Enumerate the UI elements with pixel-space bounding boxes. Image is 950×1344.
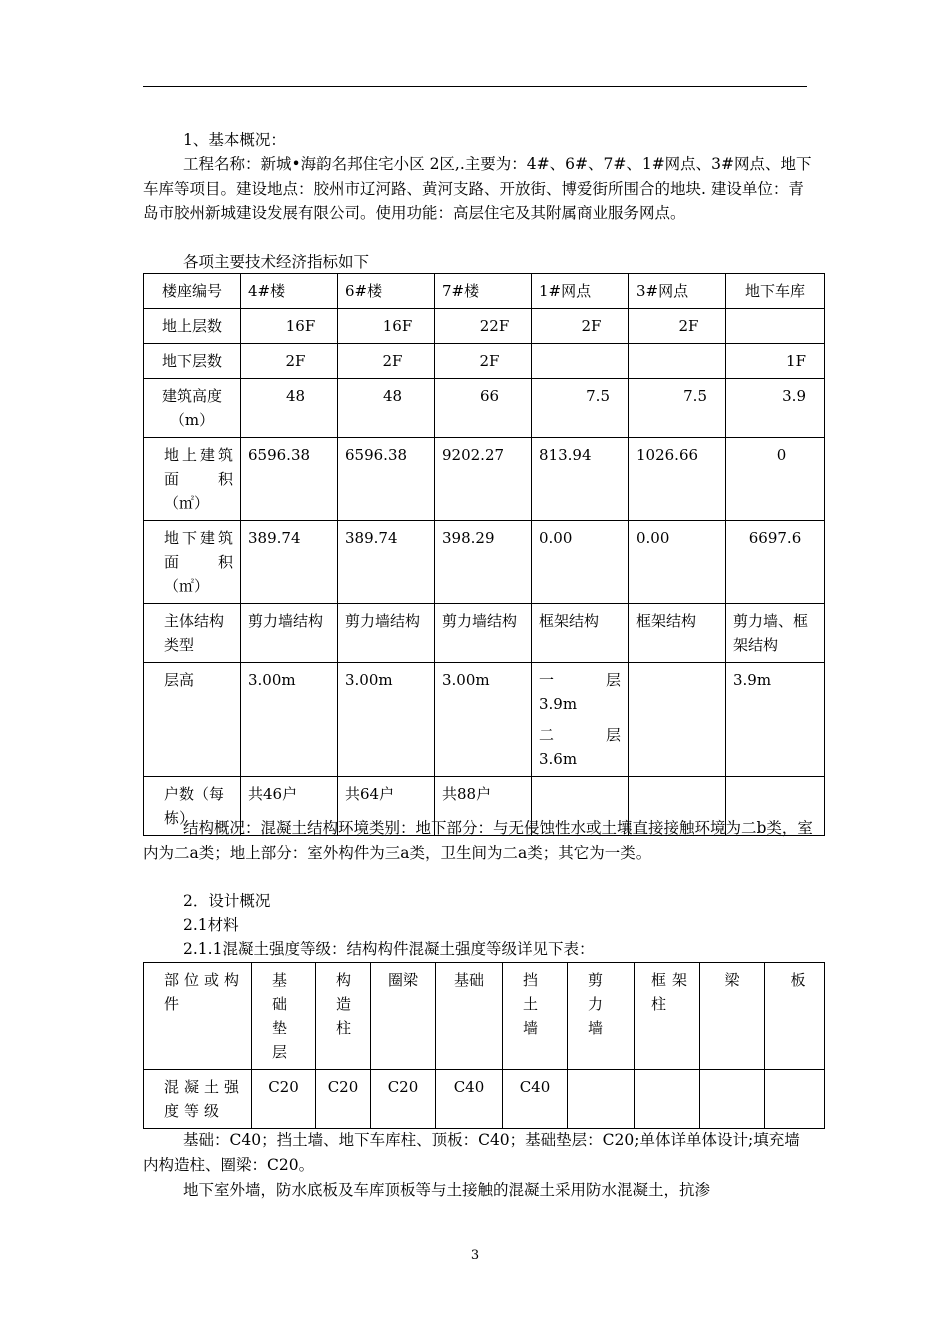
table-cell: 2F xyxy=(338,344,435,379)
section-1-heading: 1、基本概况： xyxy=(183,131,286,149)
table-cell: 22F xyxy=(435,309,532,344)
header-cell: 楼座编号 xyxy=(144,274,241,309)
table-cell: 7.5 xyxy=(532,379,629,438)
header-cell: 6#楼 xyxy=(338,274,435,309)
table-cell: C40 xyxy=(436,1070,503,1129)
header-cell: 框架柱 xyxy=(635,963,700,1070)
table-cell xyxy=(765,1070,825,1129)
table-cell: 3.00m xyxy=(338,663,435,777)
floor-one-label: 一层 xyxy=(539,671,621,689)
header-cell: 板 xyxy=(765,963,825,1070)
table-cell: 6596.38 xyxy=(338,438,435,521)
row-label xyxy=(144,379,241,438)
technical-indicators-table xyxy=(143,273,825,836)
table-cell: 剪力墙结构 xyxy=(338,604,435,663)
table-cell: C20 xyxy=(252,1070,316,1129)
row-label-line: 地下建筑 xyxy=(164,529,233,547)
table-cell: 6697.6 xyxy=(726,521,825,604)
table-cell xyxy=(726,309,825,344)
header-cell: 3#网点 xyxy=(629,274,726,309)
table-cell xyxy=(700,1070,765,1129)
row-label-line: 建筑高度 xyxy=(161,387,222,405)
header-cell: 地下车库 xyxy=(726,274,825,309)
concrete-grade-table xyxy=(143,962,825,1129)
project-overview-paragraph: 工程名称：新城•海韵名邦住宅小区 2区,.主要为：4#、6#、7#、1#网点、3#网点、地下车库等项目。建设地点：胶州市辽河路、黄河支路、开放街、博爱街所围合的地块. 建设单位：青岛市胶州新城建设发展有限公司。使用功能：高层住宅及其附属商业服务网点。 xyxy=(143,155,812,222)
table-row xyxy=(144,344,825,379)
table-row xyxy=(144,521,825,604)
table-row xyxy=(144,1070,825,1129)
table-header-row xyxy=(144,963,825,1070)
foundation-paragraph: 基础：C40；挡土墙、地下车库柱、顶板：C40；基础垫层：C20;单体详单体设计;填充墙内构造柱、圈梁：C20。 xyxy=(143,1131,800,1174)
header-cell: 7#楼 xyxy=(435,274,532,309)
table-cell xyxy=(568,1070,635,1129)
table-cell: 813.94 xyxy=(532,438,629,521)
row-label-line: 地上建筑 xyxy=(164,446,233,464)
row-label xyxy=(144,438,241,521)
table-cell: 16F xyxy=(338,309,435,344)
table-cell: 3.00m xyxy=(241,663,338,777)
table-cell: 16F xyxy=(241,309,338,344)
row-label: 地上层数 xyxy=(144,309,241,344)
table-row xyxy=(144,438,825,521)
table-cell: 48 xyxy=(241,379,338,438)
table-cell: C40 xyxy=(503,1070,568,1129)
table-cell: 389.74 xyxy=(241,521,338,604)
table-cell: 2F xyxy=(435,344,532,379)
table-cell: 剪力墙结构 xyxy=(241,604,338,663)
floor-two-label: 二层 xyxy=(539,726,621,744)
table-cell: 9202.27 xyxy=(435,438,532,521)
table-cell: 共64户 xyxy=(338,777,435,836)
table-cell: 3.9m xyxy=(726,663,825,777)
table-cell xyxy=(532,344,629,379)
table-1-intro: 各项主要技术经济指标如下 xyxy=(183,253,370,271)
table-cell: 2F xyxy=(629,309,726,344)
header-cell: 剪力墙 xyxy=(568,963,635,1070)
table-row xyxy=(144,309,825,344)
header-rule xyxy=(143,86,807,87)
row-label: 混凝土强度等级 xyxy=(144,1070,252,1129)
floor-one-value: 3.9m xyxy=(539,695,578,713)
waterproof-paragraph: 地下室外墙，防水底板及车库顶板等与土接触的混凝土采用防水混凝土，抗渗 xyxy=(183,1181,711,1199)
table-cell: 6596.38 xyxy=(241,438,338,521)
row-label-line: 面积 xyxy=(164,470,233,488)
section-2-heading: 2．设计概况 xyxy=(183,892,271,910)
page-number: 3 xyxy=(470,1248,480,1263)
row-label-line: （m） xyxy=(169,411,215,429)
table-cell: 7.5 xyxy=(629,379,726,438)
table-row xyxy=(144,379,825,438)
section-2-1-heading: 2.1材料 xyxy=(183,916,239,934)
row-label-line: （㎡） xyxy=(164,577,210,595)
table-cell xyxy=(635,1070,700,1129)
row-label: 主体结构类型 xyxy=(144,604,241,663)
table-cell: 389.74 xyxy=(338,521,435,604)
table-cell: 2F xyxy=(241,344,338,379)
table-cell: 1026.66 xyxy=(629,438,726,521)
table-cell: 0 xyxy=(726,438,825,521)
header-cell: 圈梁 xyxy=(371,963,436,1070)
header-cell: 4#楼 xyxy=(241,274,338,309)
header-cell: 构造柱 xyxy=(316,963,371,1070)
table-cell: 共88户 xyxy=(435,777,532,836)
table-cell: 共46户 xyxy=(241,777,338,836)
row-label: 层高 xyxy=(144,663,241,777)
table-cell: 1F xyxy=(726,344,825,379)
table-cell: 3.9 xyxy=(726,379,825,438)
table-cell: 框架结构 xyxy=(629,604,726,663)
table-cell: 框架结构 xyxy=(532,604,629,663)
row-label: 地下层数 xyxy=(144,344,241,379)
header-cell: 1#网点 xyxy=(532,274,629,309)
table-cell: 0.00 xyxy=(629,521,726,604)
table-cell: 48 xyxy=(338,379,435,438)
table-cell: 剪力墙、框架结构 xyxy=(726,604,825,663)
table-row xyxy=(144,604,825,663)
table-cell xyxy=(532,663,629,777)
structure-overview-paragraph: 结构概况：混凝土结构环境类别：地下部分：与无侵蚀性水或土壤直接接触环境为二b类，室内为二a类；地上部分：室外构件为三a类，卫生间为二a类；其它为一类。 xyxy=(143,819,813,862)
section-2-1-1-heading: 2.1.1混凝土强度等级：结构构件混凝土强度等级详见下表： xyxy=(183,940,595,958)
table-cell: 2F xyxy=(532,309,629,344)
row-label-line: （㎡） xyxy=(164,494,210,512)
table-cell: C20 xyxy=(371,1070,436,1129)
table-cell xyxy=(629,663,726,777)
table-cell: 0.00 xyxy=(532,521,629,604)
header-cell: 部位或构件 xyxy=(144,963,252,1070)
header-cell: 基础 xyxy=(436,963,503,1070)
row-label xyxy=(144,521,241,604)
table-row xyxy=(144,663,825,777)
floor-two-value: 3.6m xyxy=(539,750,578,768)
header-cell: 梁 xyxy=(700,963,765,1070)
row-label-line: 面积 xyxy=(164,553,233,571)
row-label: 户数（每栋） xyxy=(144,777,241,836)
table-cell: 66 xyxy=(435,379,532,438)
table-cell: C20 xyxy=(316,1070,371,1129)
header-cell: 基础垫层 xyxy=(252,963,316,1070)
header-cell: 挡土墙 xyxy=(503,963,568,1070)
table-header-row xyxy=(144,274,825,309)
table-cell: 剪力墙结构 xyxy=(435,604,532,663)
table-cell xyxy=(629,344,726,379)
table-cell: 3.00m xyxy=(435,663,532,777)
table-cell: 398.29 xyxy=(435,521,532,604)
